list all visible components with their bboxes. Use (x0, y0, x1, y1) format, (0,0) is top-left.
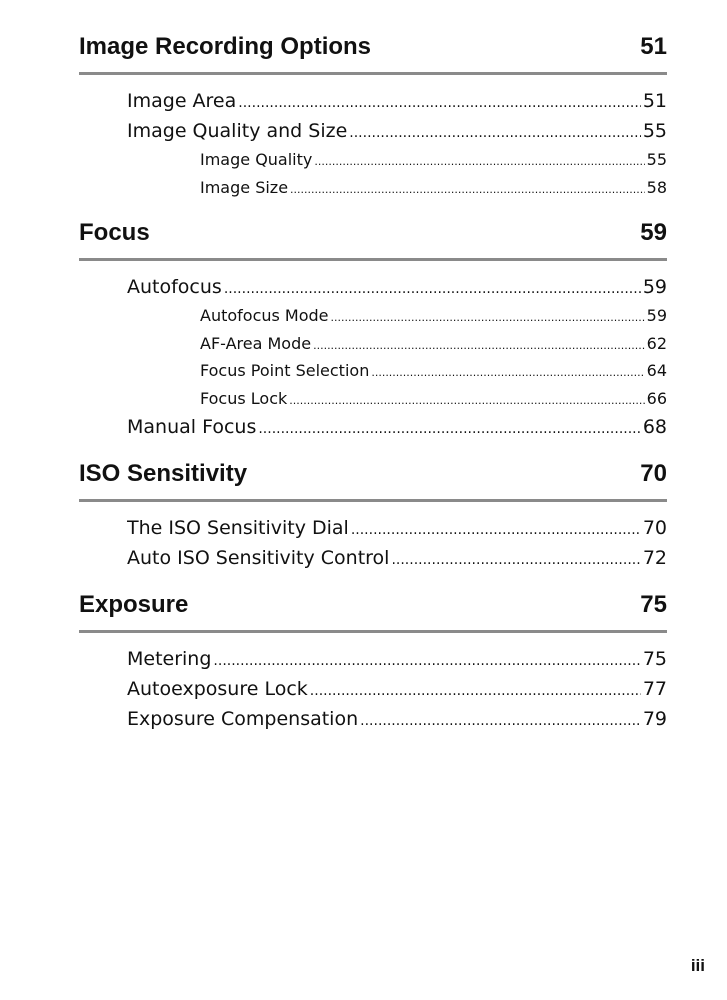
toc-entry-autoexposure-lock[interactable] (127, 675, 667, 705)
entry-page-number: 72 (642, 547, 667, 569)
entry-page-number: 64 (646, 361, 667, 380)
table-of-contents (79, 30, 667, 735)
dot-leader (331, 305, 645, 331)
entry-page-number: 55 (646, 150, 667, 169)
page-folio: iii (690, 956, 705, 975)
entry-label: Image Size (200, 177, 289, 197)
entry-label: Exposure Compensation (127, 708, 359, 730)
section-title: ISO Sensitivity (79, 460, 248, 487)
section-page-number: 75 (640, 591, 667, 618)
entry-label: Autofocus Mode (200, 306, 329, 325)
entry-label: Focus Lock (200, 388, 288, 408)
dot-leader (224, 275, 641, 303)
section-page-number: 51 (640, 33, 667, 60)
dot-leader (290, 177, 645, 203)
toc-subentry-focus-point-selection[interactable] (200, 358, 667, 386)
section-page-number: 70 (640, 460, 667, 487)
toc-entries (79, 633, 667, 735)
entry-page-number: 75 (642, 648, 667, 670)
entry-label: Autofocus (127, 276, 222, 298)
dot-leader (351, 516, 641, 544)
entry-label: AF-Area Mode (200, 333, 312, 353)
toc-entry-autofocus[interactable] (127, 273, 667, 303)
entry-label: Focus Point Selection (200, 361, 370, 380)
section-heading[interactable] (79, 30, 667, 75)
entry-page-number: 59 (646, 306, 667, 325)
toc-entry-image-quality-and-size[interactable] (127, 117, 667, 147)
entry-page-number: 55 (642, 120, 667, 142)
toc-section-image-recording-options (79, 30, 667, 202)
entry-page-number: 58 (646, 177, 667, 197)
entry-label: The ISO Sensitivity Dial (127, 517, 349, 539)
entry-label: Manual Focus (127, 416, 257, 438)
toc-subentry-focus-lock[interactable] (200, 386, 667, 414)
entry-label: Metering (127, 648, 212, 670)
toc-entry-auto-iso-sensitivity-control[interactable] (127, 544, 667, 574)
entry-page-number: 59 (642, 276, 667, 298)
section-heading[interactable] (79, 457, 667, 502)
toc-section-iso-sensitivity (79, 457, 667, 574)
entry-page-number: 66 (646, 388, 667, 408)
toc-subentry-af-area-mode[interactable] (200, 331, 667, 359)
section-page-number: 59 (640, 219, 667, 246)
section-heading[interactable] (79, 588, 667, 633)
entry-page-number: 68 (642, 416, 667, 438)
dot-leader (349, 119, 641, 147)
dot-leader (314, 149, 644, 175)
dot-leader (391, 546, 640, 574)
dot-leader (258, 415, 640, 443)
dot-leader (360, 707, 641, 735)
toc-section-focus (79, 216, 667, 443)
entry-label: Auto ISO Sensitivity Control (127, 547, 390, 569)
dot-leader (371, 360, 644, 386)
section-title: Exposure (79, 591, 189, 618)
toc-subentry-image-size[interactable] (200, 175, 667, 203)
dot-leader (289, 388, 644, 414)
section-title: Image Recording Options (79, 33, 372, 60)
entry-label: Image Quality and Size (127, 120, 348, 142)
entry-label: Image Quality (200, 150, 313, 169)
toc-subentry-image-quality[interactable] (200, 147, 667, 175)
toc-entry-image-area[interactable] (127, 87, 667, 117)
entry-label: Image Area (127, 90, 237, 112)
entry-page-number: 79 (642, 708, 667, 730)
section-heading[interactable] (79, 216, 667, 261)
toc-entry-manual-focus[interactable] (127, 413, 667, 443)
entry-page-number: 62 (646, 333, 667, 353)
dot-leader (213, 647, 640, 675)
toc-entries (79, 502, 667, 574)
entry-page-number: 70 (642, 517, 667, 539)
section-title: Focus (79, 219, 150, 246)
entry-label: Autoexposure Lock (127, 678, 308, 700)
dot-leader (238, 89, 641, 117)
entry-page-number: 77 (642, 678, 667, 700)
dot-leader (310, 677, 641, 705)
toc-section-exposure (79, 588, 667, 735)
toc-entries (79, 261, 667, 443)
toc-entry-exposure-compensation[interactable] (127, 705, 667, 735)
toc-entry-metering[interactable] (127, 645, 667, 675)
dot-leader (313, 333, 645, 359)
toc-entry-iso-sensitivity-dial[interactable] (127, 514, 667, 544)
toc-entries (79, 75, 667, 202)
entry-page-number: 51 (642, 90, 667, 112)
toc-subentry-autofocus-mode[interactable] (200, 303, 667, 331)
